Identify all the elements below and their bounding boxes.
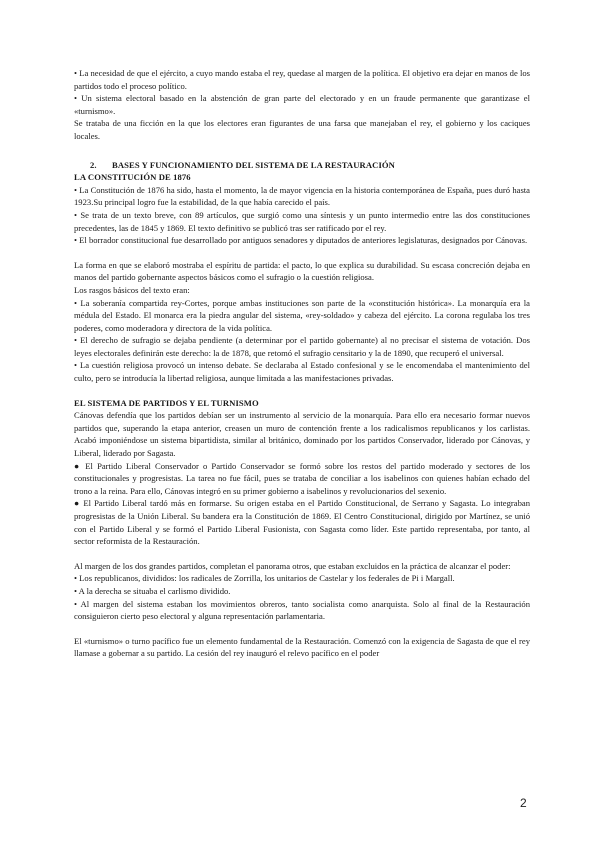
party-bullet-conservative: ● El Partido Liberal Conservador o Partido Conservador se formó sobre los restos del partido moderado y sectores de los constitucionales y progresistas. La tarea no fue fácil, pues se trataba de conciliar a los isabelinos con quienes habían echado del trono a la reina. Para ello, Cánovas integró en su primer gobierno a isabelinos y revolucionarios del sexenio.: [74, 460, 530, 496]
constitution-bullet-draft: • El borrador constitucional fue desarrollado por antiguos senadores y diputados de anteriores legislaturas, designados por Cánovas.: [74, 235, 528, 246]
intro-bullet-army: • La necesidad de que el ejército, a cuyo mando estaba el rey, quedase al margen de la política. El objetivo era dejar en manos de los partidos todo el proceso político.: [74, 68, 530, 91]
constitution-subtitle: LA CONSTITUCIÓN DE 1876: [74, 172, 191, 183]
constitution-bullet-articles: • Se trata de un texto breve, con 89 artículos, que surgió como una síntesis y un punto intermedio entre las dos constituciones precedentes, las de 1845 y 1869. El texto definitivo se publicó tras ser ratificado por el rey.: [74, 209, 530, 233]
party-bullet-liberal: ● El Partido Liberal tardó más en formarse. Su origen estaba en el Partido Constitucional, de Serrano y Sagasta. Lo integraban progresistas de la Unión Liberal. Su bandera era la Constitución de 1869. El Centro Constitucional, dirigido por Martínez, se unió con el Partido Liberal y se formó el Partido Liberal Fusionista, con Sagasta como líder. Este partido representaba, por tanto, al sector reformista de la Restauración.: [74, 498, 530, 547]
section-2-title: BASES Y FUNCIONAMIENTO DEL SISTEMA DE LA RESTAURACIÓN: [112, 159, 395, 170]
intro-bullet-electoral: • Un sistema electoral basado en la abstención de gran parte del electorado y en un fraude permanente que garantizase el «turnismo».: [74, 93, 530, 116]
constitution-bullet-duration: • La Constitución de 1876 ha sido, hasta el momento, la de mayor vigencia en la historia contemporánea de España, pues duró hasta 1923.Su principal logro fue la estabilidad, de la que había carecido el país.: [74, 184, 530, 208]
section-2-number: 2.: [90, 159, 97, 170]
parties-heading: EL SISTEMA DE PARTIDOS Y EL TURNISMO: [74, 397, 259, 408]
parties-paragraph: Cánovas defendía que los partidos debían ser un instrumento al servicio de la monarquía. Para ello era necesario formar nuevos partidos que, superando la etapa anterior, creasen un muro de contención frente a los radicalismos republicanos y los carlistas. Acabó imponiéndose un sistema bipartidista, similar al británico, dominado por los partidos Conservador, liderado por Cánovas, y Liberal, liderado por Sagasta.: [74, 410, 530, 459]
section-2-heading: [74, 159, 530, 172]
constitution-spirit-paragraph: La forma en que se elaboró mostraba el espíritu de partida: el pacto, lo que explica su durabilidad. Su escasa concreción dejaba en manos del partido gobernante aspectos básicos como el sufragio o la cuestión religiosa.: [74, 259, 530, 283]
excluded-paragraph: Al margen de los dos grandes partidos, completan el panorama otros, que estaban excluidos en la práctica de alcanzar el poder:: [74, 560, 511, 571]
feature-bullet-religion: • La cuestión religiosa provocó un intenso debate. Se declaraba al Estado confesional y se le encomendaba el mantenimiento del culto, pero se introducía la libertad religiosa, aunque limitada a las manifestaciones privadas.: [74, 360, 530, 384]
feature-bullet-suffrage: • El derecho de sufragio se dejaba pendiente (a determinar por el partido gobernante) al no precisar el sistema de votación. Dos leyes electorales definirán este derecho: la de 1878, que retomó el sufragio censitario y la de 1890, que recuperó el universal.: [74, 335, 530, 358]
intro-closing: Se trataba de una ficción en la que los electores eran figurantes de una farsa que manejaban el rey, el gobierno y los caciques locales.: [74, 118, 530, 141]
page-number: 2: [520, 796, 527, 810]
excluded-bullet-workers: • Al margen del sistema estaban los movimientos obreros, tanto socialista como anarquista. Solo al final de la Restauración consiguieron cierto peso electoral y alguna representación parlamentaria.: [74, 598, 530, 622]
constitution-features-lead: Los rasgos básicos del texto eran:: [74, 284, 190, 295]
document-page: [74, 67, 530, 660]
excluded-bullet-republicans: • Los republicanos, divididos: los radicales de Zorrilla, los unitarios de Castelar y los federales de Pi i Margall.: [74, 573, 455, 584]
excluded-bullet-carlism: • A la derecha se situaba el carlismo dividido.: [74, 585, 231, 596]
turnismo-paragraph: El «turnismo» o turno pacífico fue un elemento fundamental de la Restauración. Comenzó con la exigencia de Sagasta de que el rey llamase a gobernar a su partido. La cesión del rey inauguró el relevo pacífico en el poder: [74, 635, 530, 659]
feature-bullet-sovereignty: • La soberanía compartida rey-Cortes, porque ambas instituciones son parte de la «constitución histórica». La monarquía era la médula del Estado. El monarca era la piedra angular del sistema, «rey-soldado» y cabeza del ejército. La corona regulaba los tres poderes, como moderadora y directora de la vida política.: [74, 297, 530, 333]
